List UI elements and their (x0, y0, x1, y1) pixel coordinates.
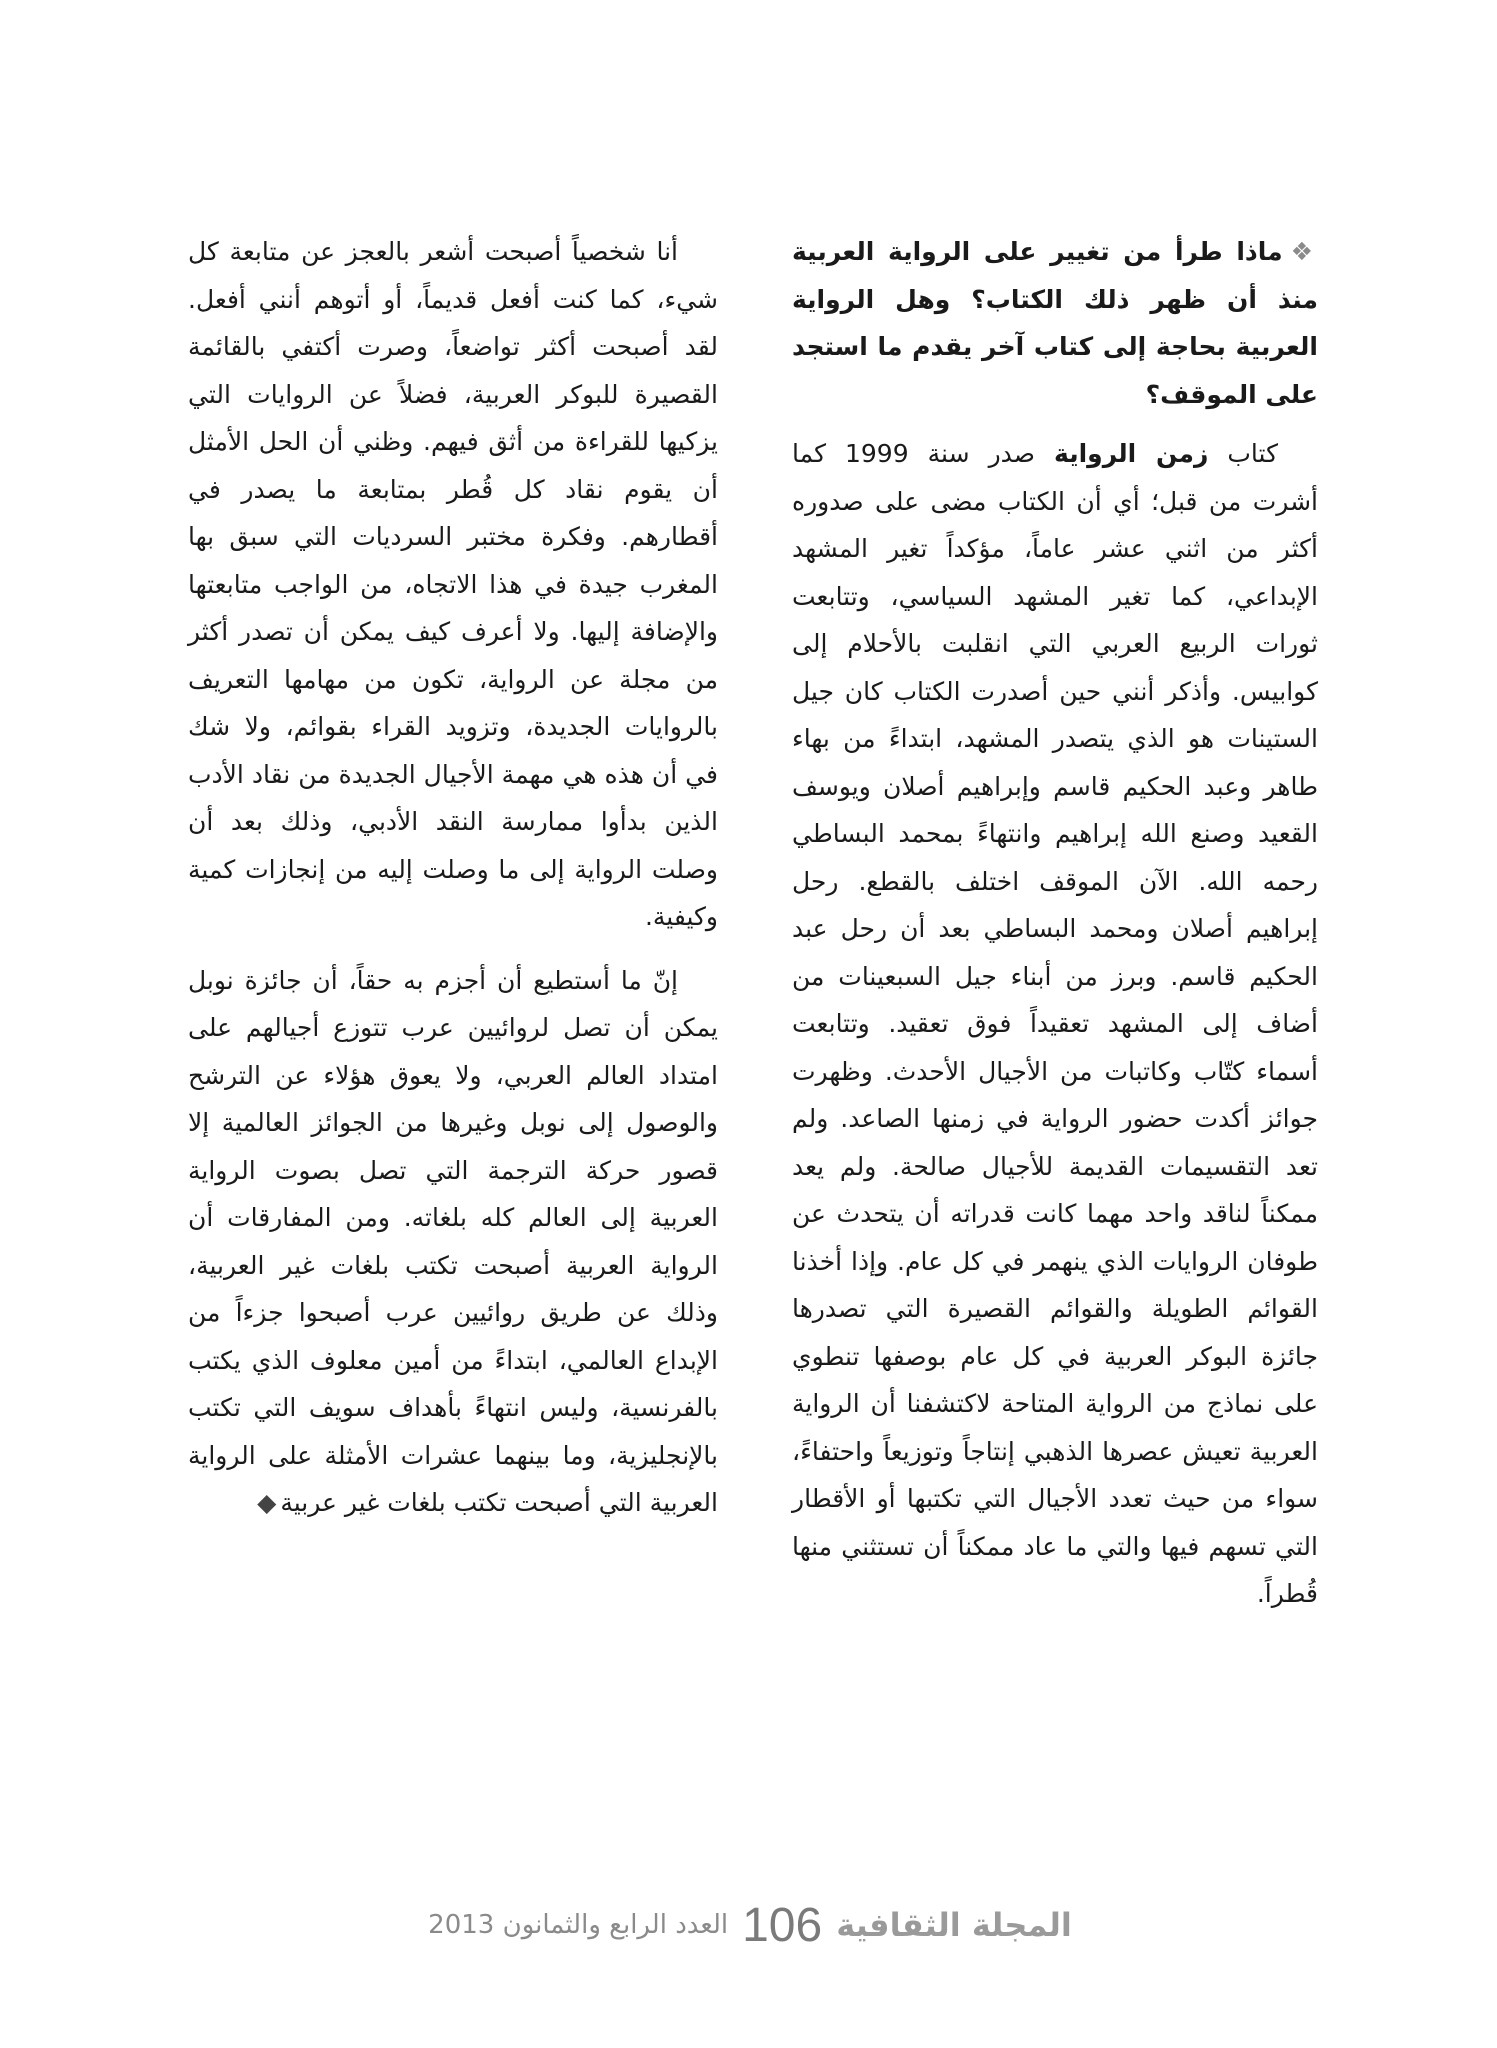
answer-body: صدر سنة 1999 كما أشرت من قبل؛ أي أن الكتاب مضى على صدوره أكثر من اثني عشر عاماً، مؤكداً تغير المشهد الإبداعي، كما تغير المشهد السياسي، وتتابعت ثورات الربيع العربي التي انقلبت بالأحلام إلى كوابيس. وأذكر أنني حين أصدرت الكتاب كان جيل الستينات هو الذي يتصدر المشهد، ابتداءً من بهاء طاهر وعبد الحكيم قاسم وإبراهيم أصلان ويوسف القعيد وصنع الله إبراهيم وانتهاءً بمحمد البساطي رحمه الله. الآن الموقف اختلف بالقطع. رحل إبراهيم أصلان ومحمد البساطي بعد أن رحل عبد الحكيم قاسم. وبرز من أبناء جيل السبعينات من أضاف إلى المشهد تعقيداً فوق تعقيد. وتتابعت أسماء كتّاب وكاتبات من الأجيال الأحدث. وظهرت جوائز أكدت حضور الرواية في زمنها الصاعد. ولم تعد التقسيمات القديمة للأجيال صالحة. ولم يعد ممكناً لناقد واحد مهما كانت قدراته أن يتحدث عن طوفان الروايات الذي ينهمر في كل عام. وإذا أخذنا القوائم الطويلة والقوائم القصيرة التي تصدرها جائزة البوكر العربية في كل عام بوصفها تنطوي على نماذج من الرواية المتاحة لاكتشفنا أن الرواية العربية تعيش عصرها الذهبي إنتاجاً وتوزيعاً واحتفاءً، سواء من حيث تعدد الأجيال التي تكتبها أو الأقطار التي تسهم فيها والتي ما عاد ممكناً أن تستثني منها قُطراً. (792, 439, 1318, 1608)
article-end-icon: ◆ (257, 1488, 277, 1517)
answer-paragraph (792, 430, 1318, 1618)
question-text: ماذا طرأ من تغيير على الرواية العربية منذ أن ظهر ذلك الكتاب؟ وهل الرواية العربية بحاجة إلى كتاب آخر يقدم ما استجد على الموقف؟ (792, 237, 1318, 409)
left-column (188, 228, 718, 1543)
page-number: 106 (742, 1898, 823, 1952)
page-footer (428, 1895, 1072, 1955)
answer-prefix: كتاب (1227, 439, 1278, 468)
question-bullet-icon: ❖ (1290, 237, 1318, 266)
left-paragraph-2-text: إنّ ما أستطيع أن أجزم به حقاً، أن جائزة نوبل يمكن أن تصل لروائيين عرب تتوزع أجيالهم على امتداد العالم العربي، ولا يعوق هؤلاء عن الترشح والوصول إلى نوبل وغيرها من الجوائز العالمية إلا قصور حركة الترجمة التي تصل بصوت الرواية العربية إلى العالم كله بلغاته. ومن المفارقات أن الرواية العربية أصبحت تكتب بلغات غير العربية، وذلك عن طريق روائيين عرب أصبحوا جزءاً من الإبداع العالمي، ابتداءً من أمين معلوف الذي يكتب بالفرنسية، وليس انتهاءً بأهداف سويف التي تكتب بالإنجليزية، وما بينهما عشرات الأمثلة على الرواية العربية التي أصبحت تكتب بلغات غير عربية (188, 965, 718, 1517)
right-column (792, 228, 1318, 1634)
issue-label: العدد الرابع والثمانون 2013 (428, 1910, 729, 1940)
magazine-name: المجلة الثقافية (836, 1906, 1072, 1944)
book-title: زمن الرواية (1054, 439, 1209, 468)
left-paragraph-1: أنا شخصياً أصبحت أشعر بالعجز عن متابعة كل شيء، كما كنت أفعل قديماً، أو أتوهم أنني أفعل. لقد أصبحت أكثر تواضعاً، وصرت أكتفي بالقائمة القصيرة للبوكر العربية، فضلاً عن الروايات التي يزكيها للقراءة من أثق فيهم. وظني أن الحل الأمثل أن يقوم نقاد كل قُطر بمتابعة ما يصدر في أقطارهم. وفكرة مختبر السرديات التي سبق بها المغرب جيدة في هذا الاتجاه، من الواجب متابعتها والإضافة إليها. ولا أعرف كيف يمكن أن تصدر أكثر من مجلة عن الرواية، تكون من مهامها التعريف بالروايات الجديدة، وتزويد القراء بقوائم، ولا شك في أن هذه هي مهمة الأجيال الجديدة من نقاد الأدب الذين بدأوا ممارسة النقد الأدبي، وذلك بعد أن وصلت الرواية إلى ما وصلت إليه من إنجازات كمية وكيفية. (188, 237, 718, 931)
left-paragraph-2 (188, 957, 718, 1527)
interview-question (792, 228, 1318, 418)
